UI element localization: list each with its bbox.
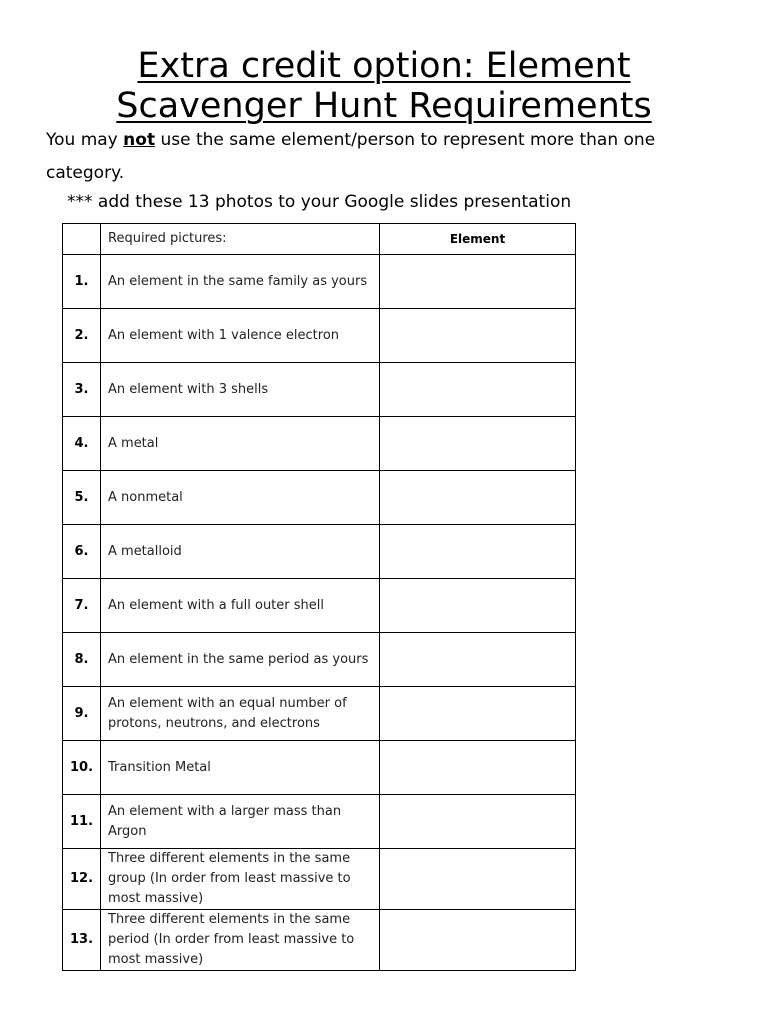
row-element-entry[interactable] [380, 309, 576, 363]
row-number: 12. [63, 849, 101, 910]
row-requirement: An element with an equal number of protons, neutrons, and electrons [101, 687, 380, 741]
table-row [63, 741, 576, 795]
table-row [63, 849, 576, 910]
row-number: 5. [63, 471, 101, 525]
row-number: 8. [63, 633, 101, 687]
table-row [63, 687, 576, 741]
row-number: 7. [63, 579, 101, 633]
photo-note: *** add these 13 photos to your Google slides presentation [67, 192, 572, 212]
row-requirement: An element with a full outer shell [101, 579, 380, 633]
row-number: 13. [63, 910, 101, 971]
row-requirement: An element in the same period as yours [101, 633, 380, 687]
row-element-entry[interactable] [380, 363, 576, 417]
row-requirement: An element with a larger mass than Argon [101, 795, 380, 849]
row-requirement: Transition Metal [101, 741, 380, 795]
requirements-table [62, 223, 576, 971]
table-row [63, 633, 576, 687]
instructions-emphasis: not [123, 130, 156, 150]
row-number: 11. [63, 795, 101, 849]
table-header-row [63, 224, 576, 255]
row-requirement: An element with 1 valence electron [101, 309, 380, 363]
row-element-entry[interactable] [380, 255, 576, 309]
row-requirement: A metalloid [101, 525, 380, 579]
row-element-entry[interactable] [380, 471, 576, 525]
instructions-paragraph [46, 124, 736, 190]
instructions-text-end: use the same element/person to represent more than one category. [46, 130, 656, 183]
table-row [63, 579, 576, 633]
page-title [0, 46, 768, 126]
table-row [63, 363, 576, 417]
header-number-cell [63, 224, 101, 255]
row-number: 4. [63, 417, 101, 471]
table-row [63, 255, 576, 309]
row-element-entry[interactable] [380, 417, 576, 471]
row-number: 2. [63, 309, 101, 363]
table-row [63, 471, 576, 525]
table-row [63, 417, 576, 471]
row-element-entry[interactable] [380, 633, 576, 687]
row-element-entry[interactable] [380, 687, 576, 741]
row-requirement: Three different elements in the same group (In order from least massive to most massive) [101, 849, 380, 910]
row-requirement: An element with 3 shells [101, 363, 380, 417]
row-number: 10. [63, 741, 101, 795]
header-element-cell: Element [380, 224, 576, 255]
table-row [63, 910, 576, 971]
title-line-1: Extra credit option: Element [137, 46, 631, 86]
row-element-entry[interactable] [380, 741, 576, 795]
table-row [63, 309, 576, 363]
row-number: 3. [63, 363, 101, 417]
row-element-entry[interactable] [380, 525, 576, 579]
row-requirement: An element in the same family as yours [101, 255, 380, 309]
row-number: 9. [63, 687, 101, 741]
table-row [63, 525, 576, 579]
row-number: 6. [63, 525, 101, 579]
title-line-2: Scavenger Hunt Requirements [116, 86, 652, 126]
row-element-entry[interactable] [380, 910, 576, 971]
row-requirement: Three different elements in the same period (In order from least massive to most massive) [101, 910, 380, 971]
table-row [63, 795, 576, 849]
row-number: 1. [63, 255, 101, 309]
header-pictures-cell: Required pictures: [101, 224, 380, 255]
row-requirement: A nonmetal [101, 471, 380, 525]
row-element-entry[interactable] [380, 795, 576, 849]
instructions-text-start: You may [46, 130, 124, 150]
row-element-entry[interactable] [380, 849, 576, 910]
row-element-entry[interactable] [380, 579, 576, 633]
row-requirement: A metal [101, 417, 380, 471]
